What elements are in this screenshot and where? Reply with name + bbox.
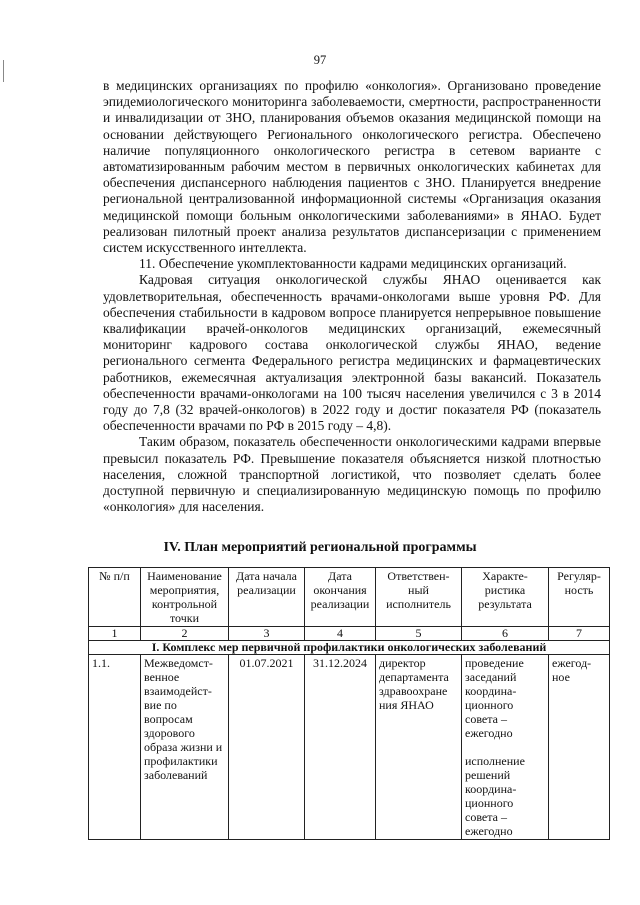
row-regularity: ежегод-ное <box>549 655 610 840</box>
column-number: 7 <box>549 627 610 641</box>
header-name: Наименование мероприятия, контрольной точки <box>141 568 229 627</box>
row-result <box>462 655 549 840</box>
paragraph-3: Кадровая ситуация онкологической службы ЯНАО оценивается как удовлетворительная, обеспеченность врачами-онкологами выше уровня РФ. Для обеспечения стабильности в кадровом вопросе планируется непрерывное повышение квалификации врачей-онкологов медицинских организаций, ежемесячный мониторинг кадрового состава онкологической службы ЯНАО, ведение регионального сегмента Федерального регистра медицинских и фармацевтических работников, ежемесячная актуализация электронной базы вакансий. Показатель обеспеченности врачами-онкологами на 100 тысяч населения увеличился с 3 в 2014 году до 7,8 (32 врачей-онкологов) в 2022 году и достиг показателя РФ (показатель обеспеченности врачами по РФ в 2015 году – 4,8). <box>103 272 601 434</box>
column-number: 1 <box>89 627 141 641</box>
row-name: Межведомст-венное взаимодейст-вие по вопросам здорового образа жизни и профилактики заболеваний <box>141 655 229 840</box>
header-regularity: Регуляр-ность <box>549 568 610 627</box>
group-title: I. Комплекс мер первичной профилактики онкологических заболеваний <box>89 641 610 655</box>
header-end-date: Дата окончания реализации <box>305 568 376 627</box>
column-number: 4 <box>305 627 376 641</box>
row-responsible: директор департамента здравоохране ния ЯНАО <box>376 655 462 840</box>
group-row <box>89 641 610 655</box>
column-number: 2 <box>141 627 229 641</box>
row-number: 1.1. <box>89 655 141 840</box>
header-number: № п/п <box>89 568 141 627</box>
header-responsible: Ответствен-ный исполнитель <box>376 568 462 627</box>
header-result: Характе-ристика результата <box>462 568 549 627</box>
result-spacer <box>465 740 545 754</box>
row-end-date: 31.12.2024 <box>305 655 376 840</box>
paragraph-1: в медицинских организациях по профилю «онкология». Организовано проведение эпидемиологического мониторинга заболеваемости, смертности, распространенности и инвалидизации от ЗНО, планирования объемов оказания медицинской помощи на основании действующего Регионального онкологического регистра. Обеспечено наличие популяционного онкологического регистра в сетевом варианте с автоматизированным рабочим местом в первичных онкологических кабинетах для обеспечения диспансерного наблюдения пациентов с ЗНО. Планируется внедрение региональной централизованной информационной системы «Организация оказания медицинской помощи больным онкологическими заболеваниями» в ЯНАО. Будет реализован пилотный проект анализа результатов диспансеризации с применением систем искусственного интеллекта. <box>103 78 601 256</box>
column-number: 6 <box>462 627 549 641</box>
page-number: 97 <box>313 53 327 67</box>
header-start-date: Дата начала реализации <box>229 568 305 627</box>
row-start-date: 01.07.2021 <box>229 655 305 840</box>
body-text <box>103 78 601 515</box>
column-number: 5 <box>376 627 462 641</box>
paragraph-4: Таким образом, показатель обеспеченности онкологическими кадрами впервые превысил показатель РФ. Превышение показателя объясняется низкой плотностью населения, сложной транспортной логистикой, что позволяет сделать более доступной первичную и специализированную медицинскую помощь по профилю «онкология» для населения. <box>103 434 601 515</box>
plan-table <box>88 567 610 840</box>
column-number: 3 <box>229 627 305 641</box>
column-numbers-row <box>89 627 610 641</box>
section-title: IV. План мероприятий региональной программы <box>163 540 477 555</box>
result-item-1: проведение заседаний координа-ционного совета – ежегодно <box>465 656 524 740</box>
result-item-2: исполнение решений координа-ционного совета – ежегодно <box>465 754 525 838</box>
paragraph-2: 11. Обеспечение укомплектованности кадрами медицинских организаций. <box>139 256 567 272</box>
table-header-row <box>89 568 610 627</box>
table-row <box>89 655 610 840</box>
